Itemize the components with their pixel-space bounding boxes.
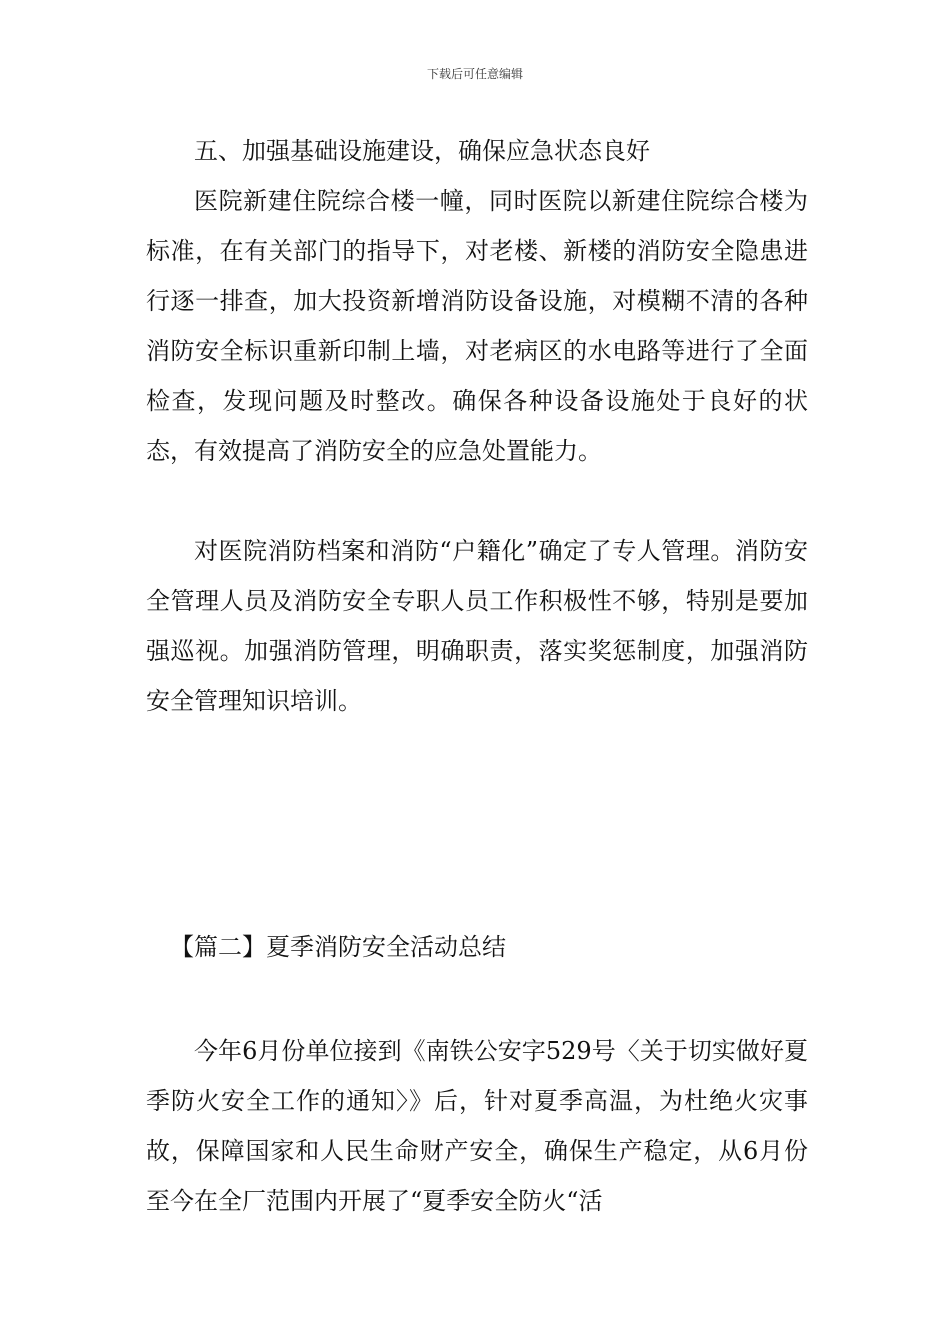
page-header-note: 下载后可任意编辑	[426, 67, 523, 81]
part-title: 【篇二】夏季消防安全活动总结	[170, 933, 506, 961]
body-paragraph: 今年6月份单位接到《南铁公安字529号〈关于切实做好夏季防火安全工作的通知〉》后，针对夏季高温，为杜绝火灾事故，保障国家和人民生命财产安全，确保生产稳定，从6月份至今在全厂范围内开展了“夏季安全防火“活	[146, 1037, 808, 1215]
body-paragraph: 对医院消防档案和消防“户籍化”确定了专人管理。消防安全管理人员及消防安全专职人员工作积极性不够，特别是要加强巡视。加强消防管理，明确职责，落实奖惩制度，加强消防安全管理知识培训。	[146, 537, 808, 715]
body-paragraph: 医院新建住院综合楼一幢，同时医院以新建住院综合楼为标准，在有关部门的指导下，对老楼、新楼的消防安全隐患进行逐一排查，加大投资新增消防设备设施，对模糊不清的各种消防安全标识重新印制上墙，对老病区的水电路等进行了全面检查，发现问题及时整改。确保各种设备设施处于良好的状态，有效提高了消防安全的应急处置能力。	[146, 187, 808, 465]
section-heading: 五、加强基础设施建设，确保应急状态良好	[194, 137, 650, 165]
